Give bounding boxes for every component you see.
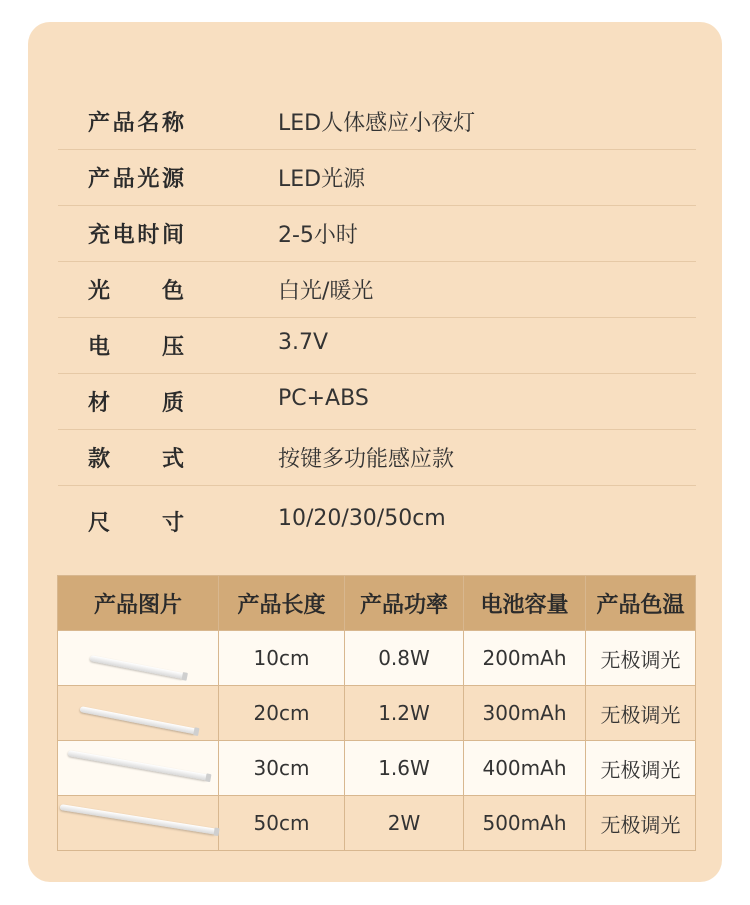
- spec-label-char: 时: [137, 223, 160, 248]
- table-row: [58, 686, 696, 741]
- battery-cell: 300mAh: [464, 686, 586, 741]
- header-length: 产品长度: [219, 576, 345, 631]
- spec-row: [58, 486, 696, 546]
- spec-label-char: 充: [88, 223, 111, 248]
- light-bar-image: [60, 804, 217, 835]
- product-image-cell: [58, 741, 219, 796]
- light-bar-image: [89, 655, 184, 679]
- header-image: 产品图片: [58, 576, 219, 631]
- length-cell: 20cm: [219, 686, 345, 741]
- table-row: [58, 741, 696, 796]
- spec-label-char: 光: [88, 279, 111, 304]
- spec-row: [58, 374, 696, 430]
- spec-label-char: 间: [161, 223, 184, 248]
- spec-value: LED人体感应小夜灯: [278, 111, 476, 136]
- spec-value: 白光/暖光: [278, 279, 374, 304]
- spec-label-char: 称: [161, 111, 184, 136]
- spec-label: [88, 274, 184, 305]
- spec-label: [88, 506, 184, 537]
- color-temp-cell: 无极调光: [586, 741, 696, 796]
- spec-row: [58, 430, 696, 486]
- spec-label-char: 色: [161, 279, 184, 304]
- spec-value: 3.7V: [278, 330, 329, 355]
- spec-label: [88, 442, 184, 473]
- spec-label: [88, 386, 184, 417]
- power-cell: 1.2W: [345, 686, 464, 741]
- product-image-cell: [58, 796, 219, 851]
- spec-label-char: 电: [112, 223, 135, 248]
- length-cell: 10cm: [219, 631, 345, 686]
- length-cell: 30cm: [219, 741, 345, 796]
- spec-list: [58, 94, 696, 546]
- spec-value: LED光源: [278, 167, 366, 192]
- spec-label-char: 材: [88, 391, 111, 416]
- light-bar-image: [79, 706, 196, 734]
- spec-label: [88, 330, 184, 361]
- spec-label-char: 品: [112, 111, 135, 136]
- table-row: [58, 796, 696, 851]
- product-image-cell: [58, 686, 219, 741]
- spec-label-char: 质: [161, 391, 184, 416]
- spec-label: [88, 162, 184, 193]
- spec-value: 2-5小时: [278, 223, 358, 248]
- spec-label-char: 款: [88, 447, 111, 472]
- spec-label-char: 产: [88, 111, 111, 136]
- spec-label-char: 光: [137, 167, 160, 192]
- spec-value: 按键多功能感应款: [278, 447, 455, 472]
- spec-row: [58, 262, 696, 318]
- spec-label-char: 品: [112, 167, 135, 192]
- spec-value: PC+ABS: [278, 386, 369, 411]
- header-battery: 电池容量: [464, 576, 586, 631]
- color-temp-cell: 无极调光: [586, 686, 696, 741]
- spec-label-char: 电: [88, 335, 111, 360]
- power-cell: 1.6W: [345, 741, 464, 796]
- spec-label-char: 产: [88, 167, 111, 192]
- battery-cell: 500mAh: [464, 796, 586, 851]
- battery-cell: 400mAh: [464, 741, 586, 796]
- spec-row: [58, 206, 696, 262]
- spec-row: [58, 318, 696, 374]
- product-image-cell: [58, 631, 219, 686]
- spec-label: [88, 106, 184, 137]
- spec-label-char: 尺: [88, 511, 111, 536]
- length-cell: 50cm: [219, 796, 345, 851]
- header-color-temp: 产品色温: [586, 576, 696, 631]
- spec-label-char: 寸: [161, 511, 184, 536]
- table-row: [58, 631, 696, 686]
- spec-label-char: 压: [161, 335, 184, 360]
- product-table: [57, 575, 696, 851]
- power-cell: 0.8W: [345, 631, 464, 686]
- table-header-row: [58, 576, 696, 631]
- color-temp-cell: 无极调光: [586, 631, 696, 686]
- power-cell: 2W: [345, 796, 464, 851]
- battery-cell: 200mAh: [464, 631, 586, 686]
- spec-label-char: 名: [137, 111, 160, 136]
- spec-label: [88, 218, 184, 249]
- spec-row: [58, 94, 696, 150]
- light-bar-image: [67, 750, 208, 781]
- spec-label-char: 式: [161, 447, 184, 472]
- spec-value: 10/20/30/50cm: [278, 506, 446, 531]
- spec-row: [58, 150, 696, 206]
- header-power: 产品功率: [345, 576, 464, 631]
- spec-label-char: 源: [161, 167, 184, 192]
- color-temp-cell: 无极调光: [586, 796, 696, 851]
